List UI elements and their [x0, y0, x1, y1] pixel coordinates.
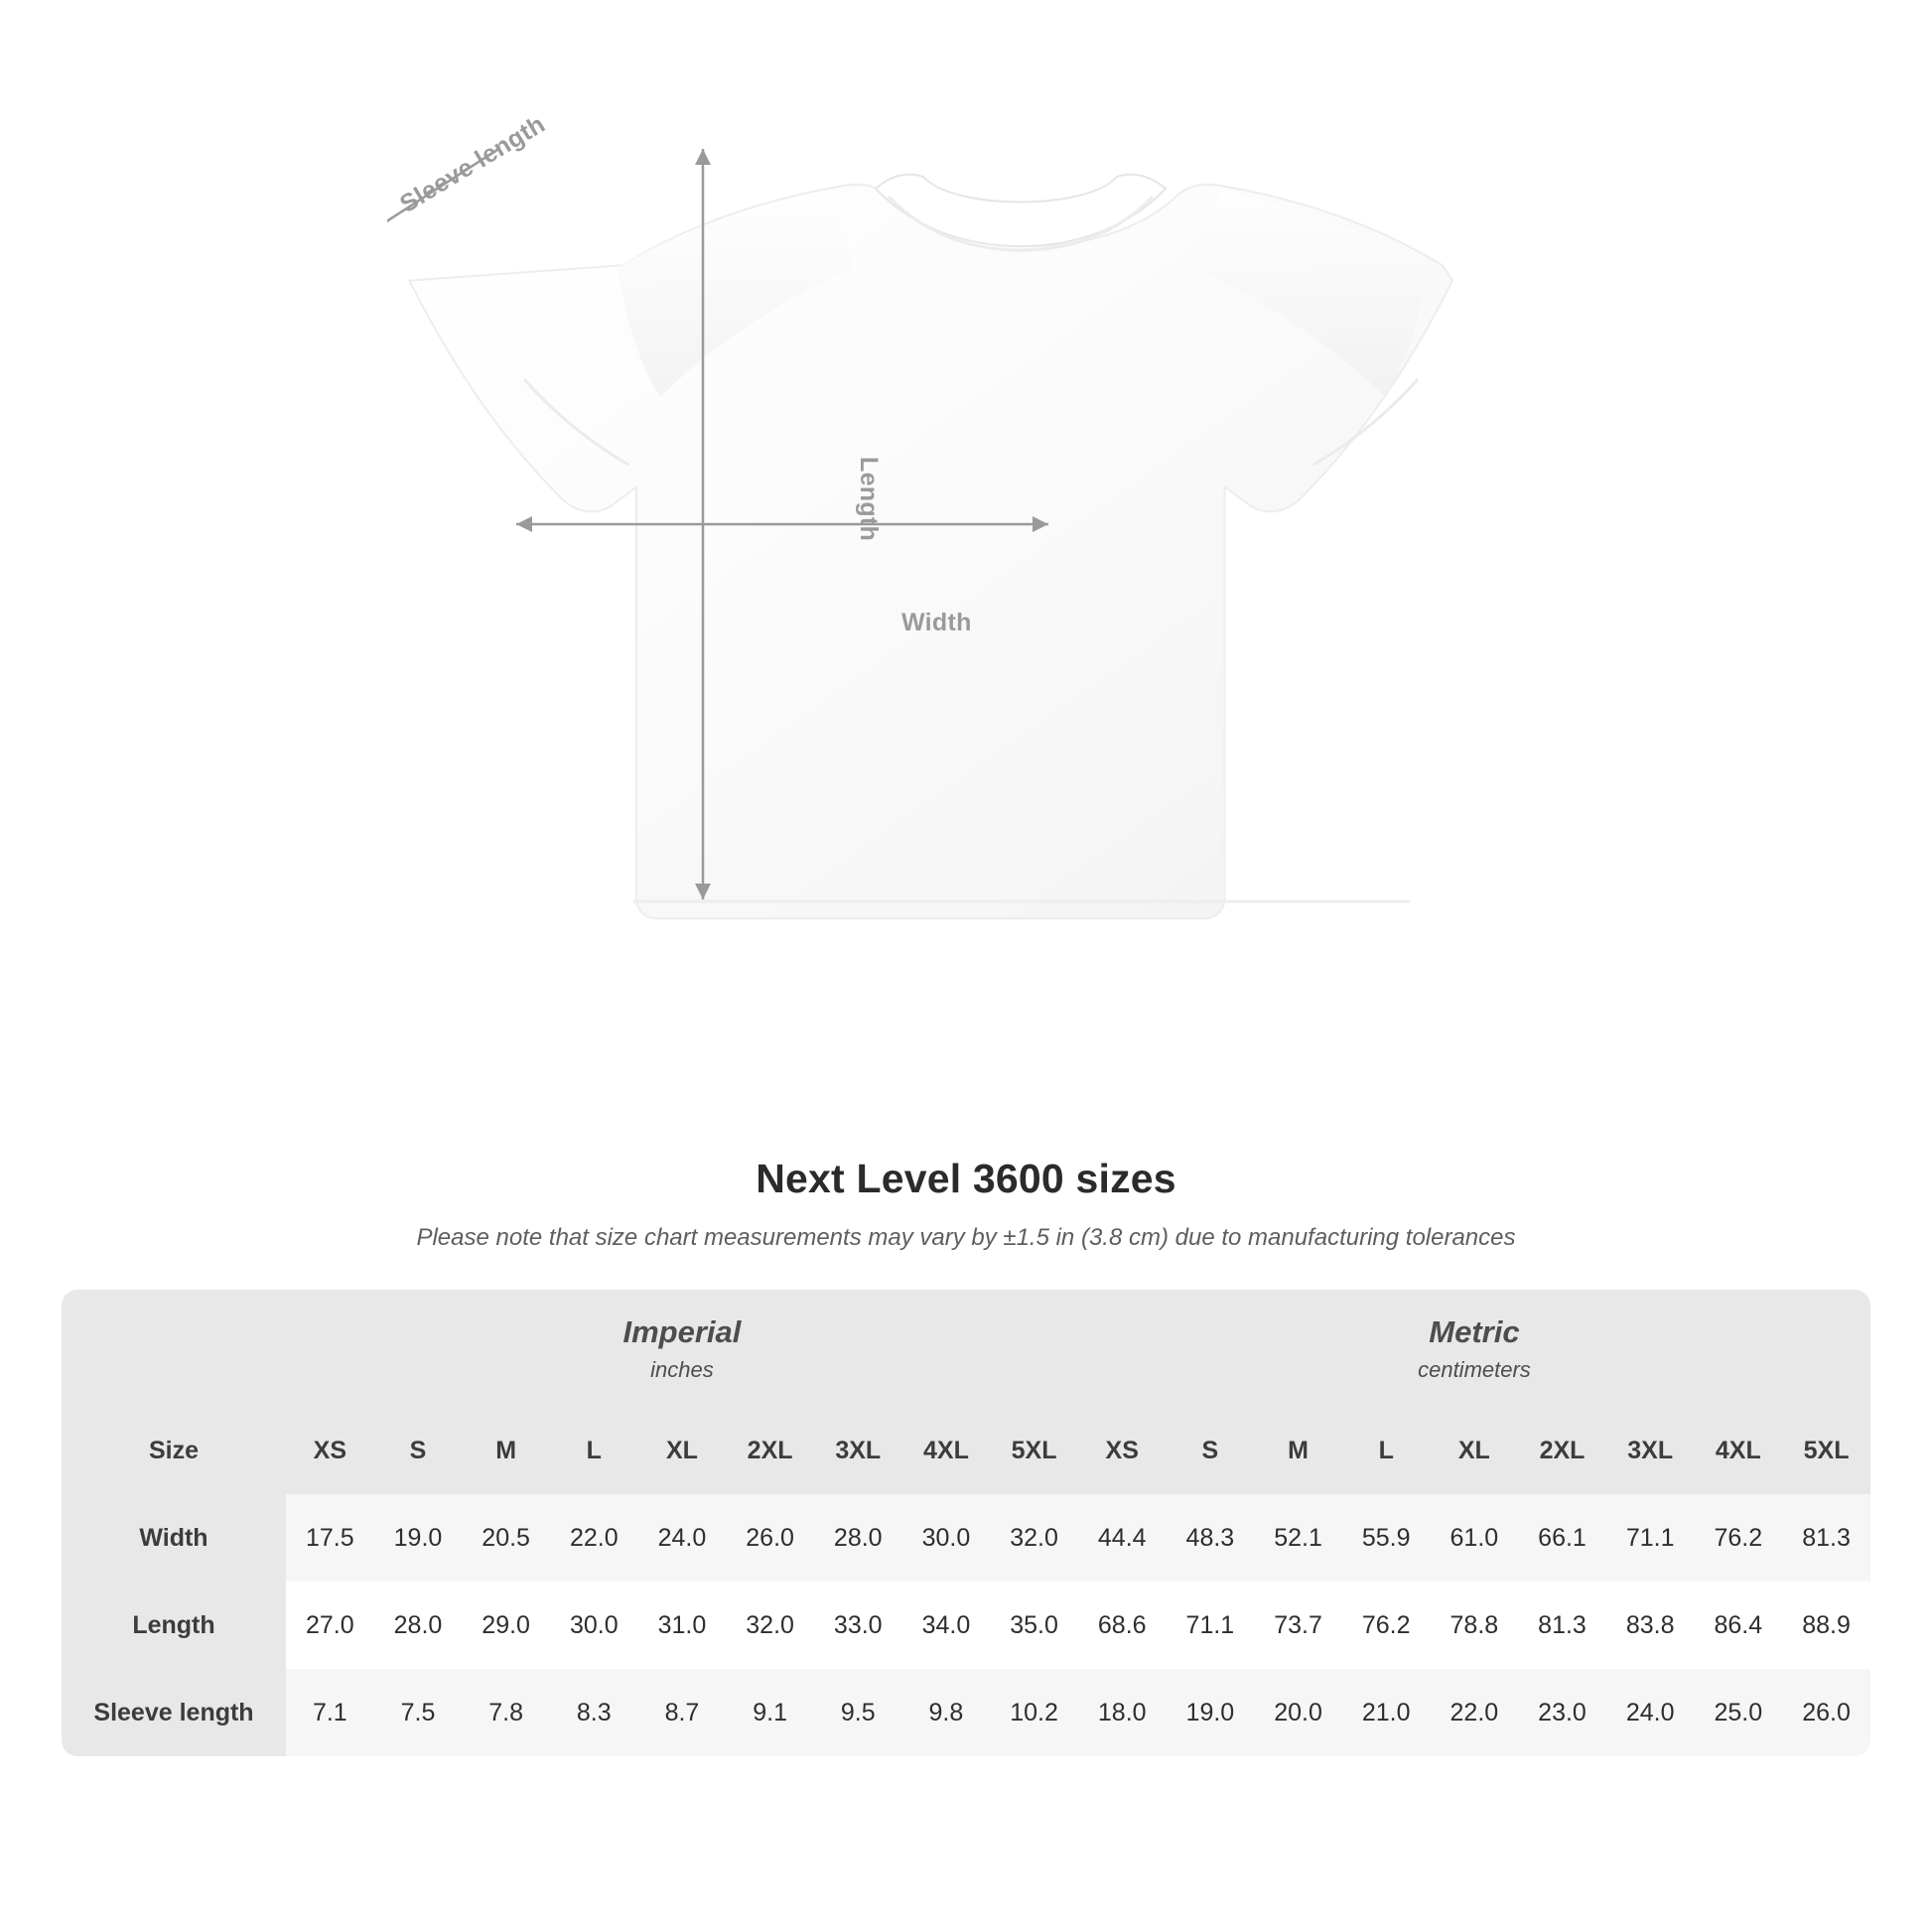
cell-sleeve-imperial-s: 7.5 — [374, 1669, 463, 1756]
row-header-size: Size — [62, 1407, 286, 1494]
page-title: Next Level 3600 sizes — [756, 1156, 1176, 1201]
size-chart-table — [62, 1290, 1870, 1756]
cell-width-imperial-5xl: 32.0 — [990, 1494, 1078, 1582]
title-block — [0, 1156, 1932, 1252]
col-header-metric-4xl: 4XL — [1695, 1407, 1783, 1494]
col-header-imperial-xl: XL — [638, 1407, 727, 1494]
cell-width-imperial-3xl: 28.0 — [814, 1494, 902, 1582]
unit-group-metric-sub: centimeters — [1418, 1356, 1531, 1382]
cell-sleeve-imperial-4xl: 9.8 — [902, 1669, 991, 1756]
cell-length-imperial-2xl: 32.0 — [746, 1610, 794, 1639]
unit-group-imperial — [286, 1290, 1078, 1407]
cell-length-metric-5xl: 88.9 — [1802, 1610, 1851, 1639]
col-header-imperial-3xl: 3XL — [814, 1407, 902, 1494]
cell-width-metric-4xl: 76.2 — [1695, 1494, 1783, 1582]
dimension-label-length: Length — [855, 457, 883, 542]
cell-sleeve-metric-3xl: 24.0 — [1606, 1669, 1695, 1756]
cell-width-imperial-4xl: 30.0 — [902, 1494, 991, 1582]
cell-length-imperial-4xl: 34.0 — [921, 1610, 971, 1639]
cell-length-metric-m: 73.7 — [1274, 1610, 1322, 1639]
cell-sleeve-imperial-3xl: 9.5 — [814, 1669, 902, 1756]
col-header-metric-s: S — [1167, 1407, 1255, 1494]
cell-length-imperial-5xl: 35.0 — [1010, 1610, 1058, 1639]
cell-length-metric-xs: 68.6 — [1097, 1610, 1147, 1639]
cell-length-metric-3xl: 83.8 — [1625, 1610, 1675, 1639]
cell-length-imperial-l: 30.0 — [569, 1610, 619, 1639]
table-row — [62, 1582, 1870, 1669]
cell-length-imperial-m: 29.0 — [482, 1610, 530, 1639]
cell-width-imperial-2xl: 26.0 — [726, 1494, 814, 1582]
col-header-imperial-2xl: 2XL — [726, 1407, 814, 1494]
unit-header-row — [62, 1290, 1870, 1407]
cell-sleeve-imperial-5xl: 10.2 — [990, 1669, 1078, 1756]
unit-group-imperial-sub: inches — [650, 1356, 714, 1382]
cell-sleeve-imperial-l: 8.3 — [550, 1669, 638, 1756]
col-header-metric-xl: XL — [1431, 1407, 1519, 1494]
cell-length-imperial-xs: 27.0 — [305, 1610, 354, 1639]
cell-width-metric-s: 48.3 — [1167, 1494, 1255, 1582]
cell-length-metric-4xl: 86.4 — [1714, 1610, 1763, 1639]
cell-sleeve-metric-5xl: 26.0 — [1782, 1669, 1870, 1756]
col-header-imperial-xs: XS — [286, 1407, 374, 1494]
unit-group-metric — [1078, 1290, 1870, 1407]
cell-sleeve-metric-4xl: 25.0 — [1695, 1669, 1783, 1756]
col-header-imperial-s: S — [374, 1407, 463, 1494]
cell-sleeve-metric-m: 20.0 — [1254, 1669, 1342, 1756]
cell-sleeve-imperial-2xl: 9.1 — [726, 1669, 814, 1756]
col-header-imperial-4xl: 4XL — [902, 1407, 991, 1494]
cell-width-metric-xl: 61.0 — [1431, 1494, 1519, 1582]
cell-width-imperial-s: 19.0 — [374, 1494, 463, 1582]
row-header-width: Width — [62, 1494, 286, 1582]
cell-sleeve-metric-2xl: 23.0 — [1518, 1669, 1606, 1756]
table-row — [62, 1669, 1870, 1756]
col-header-metric-xs: XS — [1078, 1407, 1167, 1494]
cell-width-imperial-xl: 24.0 — [638, 1494, 727, 1582]
tolerance-note: Please note that size chart measurements may vary by ±1.5 in (3.8 cm) due to manufacturing tolerances — [416, 1224, 1516, 1251]
cell-length-imperial-3xl: 33.0 — [833, 1610, 883, 1639]
col-header-metric-2xl: 2XL — [1518, 1407, 1606, 1494]
col-header-metric-3xl: 3XL — [1606, 1407, 1695, 1494]
cell-sleeve-metric-xs: 18.0 — [1078, 1669, 1167, 1756]
cell-sleeve-metric-s: 19.0 — [1167, 1669, 1255, 1756]
unit-header-spacer — [62, 1290, 286, 1407]
cell-width-imperial-l: 22.0 — [550, 1494, 638, 1582]
cell-length-metric-2xl: 81.3 — [1538, 1610, 1587, 1639]
cell-width-metric-m: 52.1 — [1254, 1494, 1342, 1582]
col-header-metric-l: L — [1342, 1407, 1431, 1494]
cell-sleeve-imperial-m: 7.8 — [462, 1669, 550, 1756]
cell-width-metric-2xl: 66.1 — [1518, 1494, 1606, 1582]
cell-width-metric-xs: 44.4 — [1078, 1494, 1167, 1582]
dimension-label-sleeve: Sleeve length — [395, 109, 550, 219]
col-header-imperial-l: L — [550, 1407, 638, 1494]
row-header-length: Length — [62, 1582, 286, 1669]
dimension-label-width: Width — [901, 609, 972, 636]
cell-length-metric-s: 71.1 — [1185, 1610, 1235, 1639]
col-header-metric-m: M — [1254, 1407, 1342, 1494]
unit-group-metric-name: Metric — [1429, 1313, 1520, 1349]
col-header-metric-5xl: 5XL — [1782, 1407, 1870, 1494]
cell-sleeve-imperial-xl: 8.7 — [638, 1669, 727, 1756]
cell-sleeve-imperial-xs: 7.1 — [286, 1669, 374, 1756]
cell-length-metric-l: 76.2 — [1361, 1610, 1411, 1639]
cell-width-imperial-m: 20.5 — [462, 1494, 550, 1582]
cell-length-imperial-xl: 31.0 — [657, 1610, 707, 1639]
table-header-row — [62, 1407, 1870, 1494]
unit-group-imperial-name: Imperial — [622, 1313, 742, 1349]
col-header-imperial-5xl: 5XL — [990, 1407, 1078, 1494]
cell-length-metric-xl: 78.8 — [1449, 1610, 1499, 1639]
cell-sleeve-metric-l: 21.0 — [1342, 1669, 1431, 1756]
size-chart-table-wrapper — [62, 1290, 1870, 1756]
row-header-sleeve-length: Sleeve length — [62, 1669, 286, 1756]
cell-width-metric-l: 55.9 — [1342, 1494, 1431, 1582]
col-header-imperial-m: M — [462, 1407, 550, 1494]
cell-width-imperial-xs: 17.5 — [286, 1494, 374, 1582]
cell-length-imperial-s: 28.0 — [393, 1610, 443, 1639]
cell-sleeve-metric-xl: 22.0 — [1431, 1669, 1519, 1756]
cell-width-metric-3xl: 71.1 — [1606, 1494, 1695, 1582]
cell-width-metric-5xl: 81.3 — [1782, 1494, 1870, 1582]
table-row — [62, 1494, 1870, 1582]
